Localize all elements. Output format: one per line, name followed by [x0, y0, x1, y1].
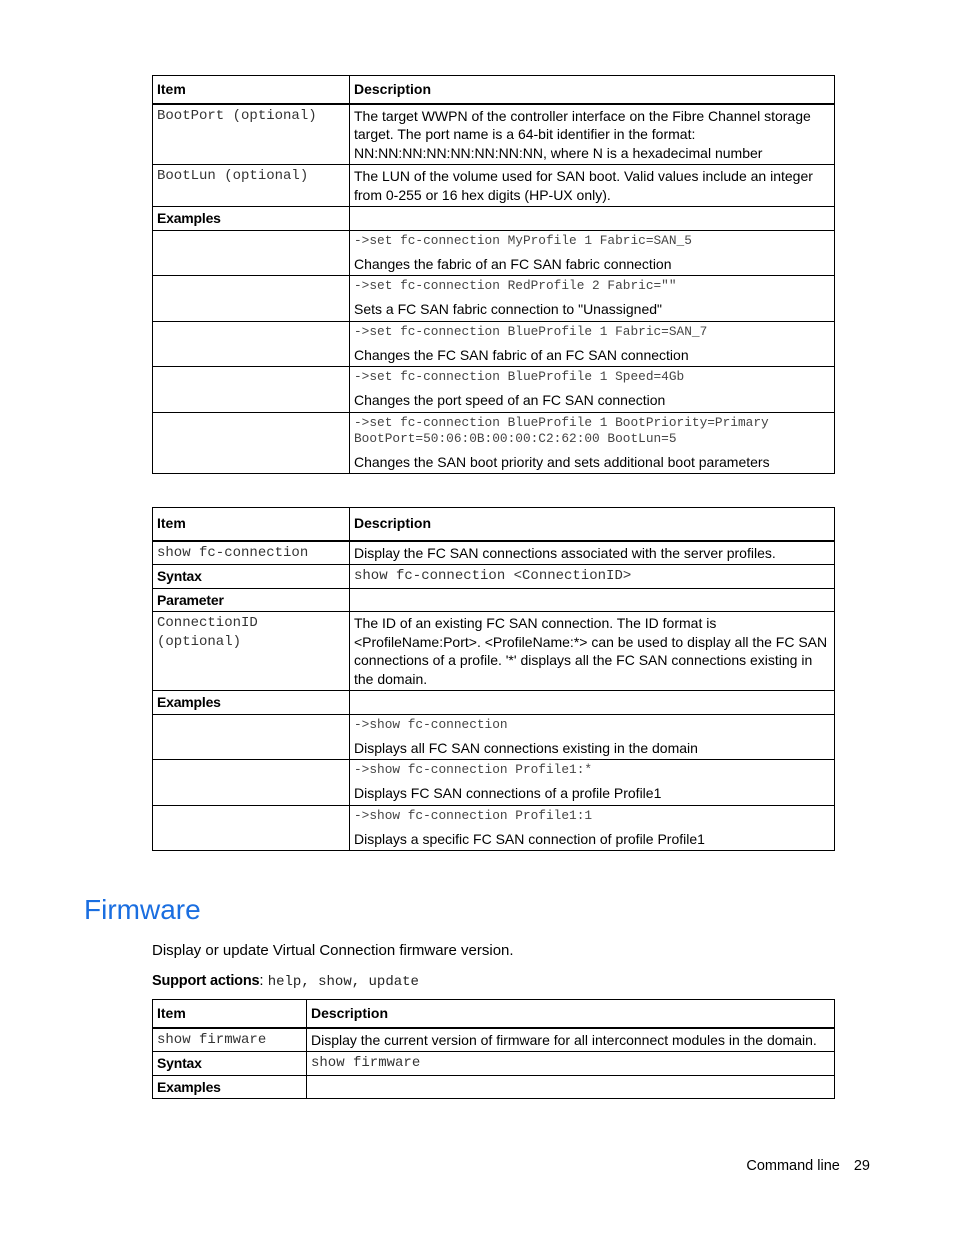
example-cell	[350, 760, 835, 806]
header-description: Description	[350, 508, 835, 541]
example-code: ->show fc-connection Profile1:1	[354, 807, 593, 823]
header-item: Item	[153, 1000, 307, 1028]
empty-cell	[153, 367, 350, 413]
param-connectionid: ConnectionID (optional)	[153, 612, 350, 691]
example-code: ->set fc-connection BlueProfile 1 Fabric=SAN_7	[354, 323, 708, 339]
page-number: 29	[853, 1158, 870, 1174]
example-row	[153, 321, 835, 367]
page-footer	[746, 1158, 870, 1174]
example-row	[153, 760, 835, 806]
examples-row	[153, 1075, 835, 1099]
empty-cell	[350, 588, 835, 612]
example-cell	[350, 367, 835, 413]
example-text: Changes the port speed of an FC SAN connection	[354, 392, 666, 408]
table-row	[153, 104, 835, 165]
empty-cell	[153, 321, 350, 367]
syntax-row	[153, 1052, 835, 1076]
example-text: Changes the FC SAN fabric of an FC SAN connection	[354, 346, 689, 363]
parameter-label: Parameter	[153, 588, 350, 612]
header-description: Description	[350, 76, 835, 104]
examples-row	[153, 207, 835, 231]
table-row	[153, 165, 835, 207]
example-text: Displays all FC SAN connections existing in the domain	[354, 739, 698, 756]
table-row	[153, 612, 835, 691]
example-text: Displays FC SAN connections of a profile Profile1	[354, 785, 662, 801]
empty-cell	[350, 207, 835, 231]
table-header-row	[153, 1000, 835, 1028]
table-set-fc-connection	[152, 75, 835, 474]
example-cell	[350, 714, 835, 760]
command-description: Display the FC SAN connections associated with the server profiles.	[350, 541, 835, 565]
examples-label: Examples	[153, 1075, 307, 1099]
empty-cell	[153, 276, 350, 322]
support-actions-label: Support actions	[152, 973, 260, 989]
syntax-value: show firmware	[307, 1052, 835, 1076]
support-actions-line	[152, 972, 419, 990]
empty-cell	[350, 691, 835, 715]
example-cell	[350, 276, 835, 322]
example-row	[153, 230, 835, 276]
table-row	[153, 1028, 835, 1052]
header-item: Item	[153, 76, 350, 104]
table-header-row	[153, 508, 835, 541]
empty-cell	[153, 230, 350, 276]
param-bootport: BootPort (optional)	[153, 104, 350, 165]
command-name: show firmware	[153, 1028, 307, 1052]
example-cell	[350, 805, 835, 851]
syntax-value: show fc-connection <ConnectionID>	[350, 565, 835, 589]
examples-label: Examples	[153, 207, 350, 231]
examples-label: Examples	[153, 691, 350, 715]
empty-cell	[153, 805, 350, 851]
example-cell	[350, 230, 835, 276]
example-row	[153, 714, 835, 760]
param-description: The target WWPN of the controller interface on the Fibre Channel storage target. The port name is a 64-bit identifier in the format: NN:NN:NN:NN:NN:NN:NN:NN, where N is a hexadecimal number	[350, 104, 835, 165]
example-code: ->show fc-connection Profile1:*	[354, 762, 593, 777]
table-row	[153, 541, 835, 565]
example-cell	[350, 412, 835, 474]
example-text: Changes the fabric of an FC SAN fabric connection	[354, 255, 672, 272]
empty-cell	[153, 760, 350, 806]
footer-section-name: Command line	[746, 1158, 840, 1174]
syntax-label: Syntax	[153, 565, 350, 589]
examples-row	[153, 691, 835, 715]
table-show-fc-connection	[152, 507, 835, 851]
empty-cell	[153, 714, 350, 760]
empty-cell	[153, 412, 350, 474]
header-item: Item	[153, 508, 350, 541]
param-bootlun: BootLun (optional)	[153, 165, 350, 207]
param-description: The LUN of the volume used for SAN boot. Valid values include an integer from 0-255 or 16 hex digits (HP-UX only).	[350, 165, 835, 207]
example-code: ->show fc-connection	[354, 716, 508, 732]
command-description: Display the current version of firmware for all interconnect modules in the domain.	[307, 1028, 835, 1052]
example-code: ->set fc-connection BlueProfile 1 BootPriority=Primary BootPort=50:06:0B:00:00:C2:62:00 BootLun=5	[354, 414, 777, 446]
syntax-row	[153, 565, 835, 589]
syntax-label: Syntax	[153, 1052, 307, 1076]
param-description: The ID of an existing FC SAN connection. The ID format is <ProfileName:Port>. <ProfileName:*> can be used to display all the FC SAN connections of a profile. '*' displays all the FC SAN connections existing in the domain.	[350, 612, 835, 691]
support-actions-values: help, show, update	[267, 974, 419, 990]
example-row	[153, 367, 835, 413]
example-text: Displays a specific FC SAN connection of profile Profile1	[354, 830, 705, 847]
example-code: ->set fc-connection RedProfile 2 Fabric=""	[354, 278, 677, 293]
empty-cell	[307, 1075, 835, 1099]
example-text: Changes the SAN boot priority and sets additional boot parameters	[354, 453, 770, 470]
command-name: show fc-connection	[153, 541, 350, 565]
table-show-firmware	[152, 999, 835, 1099]
parameter-row	[153, 588, 835, 612]
example-row	[153, 412, 835, 474]
header-description: Description	[307, 1000, 835, 1028]
example-row	[153, 276, 835, 322]
example-code: ->set fc-connection BlueProfile 1 Speed=4Gb	[354, 369, 685, 384]
firmware-intro: Display or update Virtual Connection firmware version.	[152, 942, 514, 959]
support-actions-colon: :	[259, 972, 268, 989]
section-title-firmware: Firmware	[84, 894, 201, 925]
table-header-row	[153, 76, 835, 104]
example-row	[153, 805, 835, 851]
example-text: Sets a FC SAN fabric connection to "Unassigned"	[354, 301, 662, 317]
example-cell	[350, 321, 835, 367]
example-code: ->set fc-connection MyProfile 1 Fabric=SAN_5	[354, 232, 692, 248]
